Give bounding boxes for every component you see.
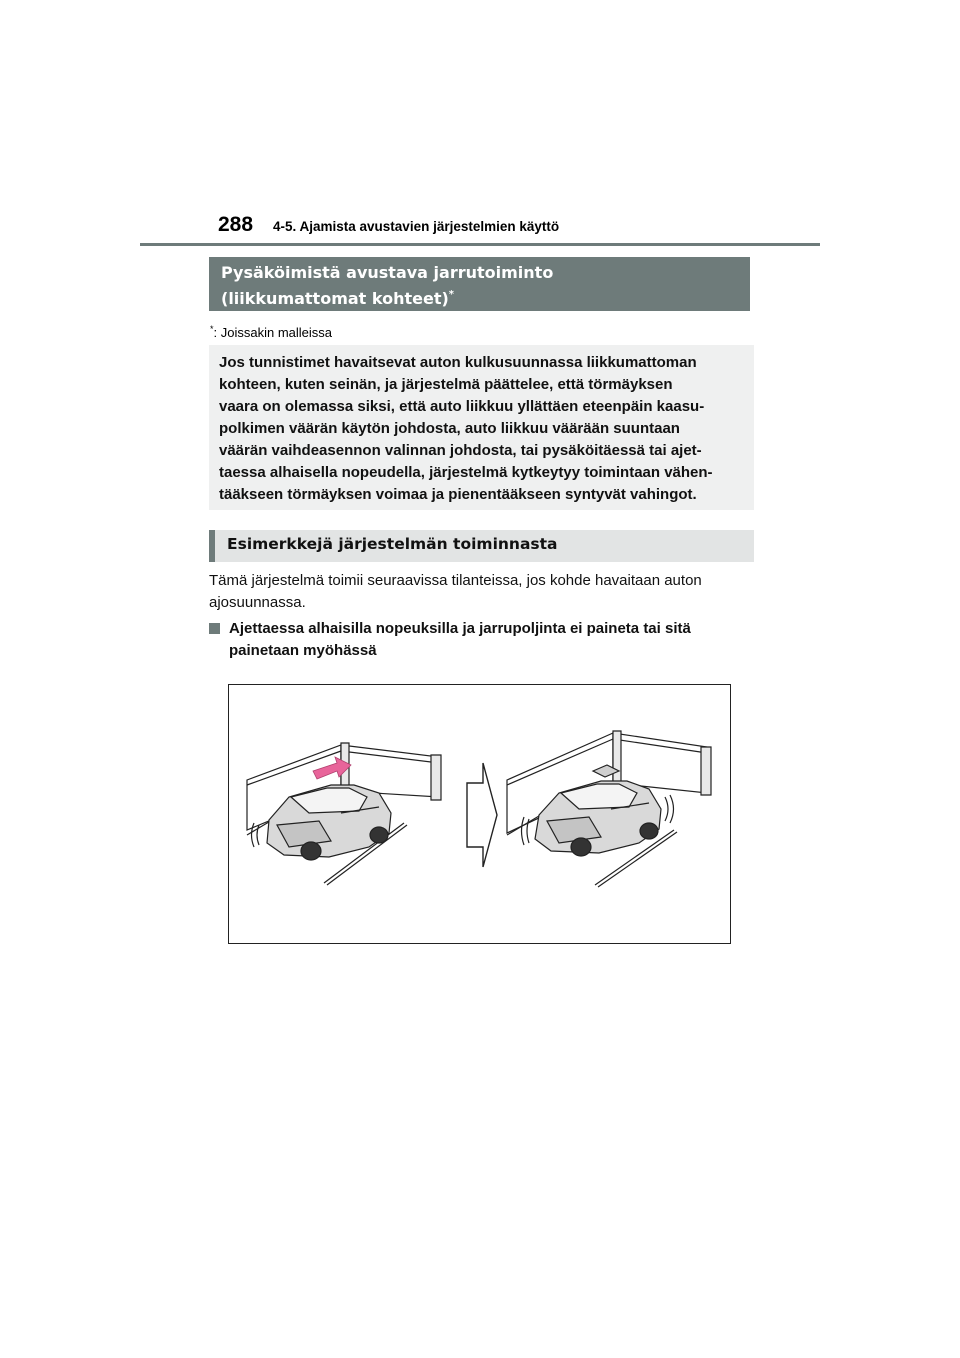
summary-line: vaara on olemassa siksi, että auto liikkuu yllättäen eteenpäin kaasu- [219,398,705,415]
subsection-banner [209,530,754,562]
section-title-line2: (liikkumattomat kohteet) [221,289,449,308]
summary-line: Jos tunnistimet havaitsevat auton kulkusuunnassa liikkumattoman [219,354,697,371]
header-rule [140,243,820,246]
bullet-line: Ajettaessa alhaisilla nopeuksilla ja jarrupoljinta ei paineta tai sitä [229,620,691,637]
illustration-figure [228,684,731,944]
footnote-marker: * [210,324,214,334]
car-approaching-wall-icon [247,743,441,885]
chapter-title: 4-5. Ajamista avustavien järjestelmien käyttö [273,219,560,234]
car-braking-at-wall-icon [507,731,711,887]
bullet-line: painetaan myöhässä [229,642,377,659]
summary-line: taessa alhaisella nopeudella, järjestelmä kytkeytyy toimintaan vähen- [219,464,713,481]
summary-box [209,345,754,510]
body-line: ajosuunnassa. [209,594,306,611]
section-title-marker: * [448,289,455,300]
page-number: 288 [218,213,254,236]
summary-line: tääkseen törmäyksen voimaa ja pienentääkseen syntyvät vahingot. [219,486,697,503]
section-title-line2-wrap [221,284,738,310]
square-bullet-icon [209,623,220,634]
summary-line: polkimen väärän käytön johdosta, auto liikkuu väärään suuntaan [219,420,680,437]
bullet-text [229,618,691,662]
section-title-line1: Pysäköimistä avustava jarrutoiminto [221,263,554,282]
body-paragraph [209,570,754,614]
summary-line: kohteen, kuten seinän, ja järjestelmä päättelee, että törmäyksen [219,376,673,393]
footnote [210,324,332,340]
body-line: Tämä järjestelmä toimii seuraavissa tilanteissa, jos kohde havaitaan auton [209,572,702,589]
footnote-text: : Joissakin malleissa [213,325,333,340]
section-banner [209,257,750,311]
right-arrow-icon [467,763,497,867]
subsection-title: Esimerkkejä järjestelmän toiminnasta [227,535,558,553]
summary-line: väärän vaihdeasennon valinnan johdosta, tai pysäköitäessä tai ajet- [219,442,702,459]
